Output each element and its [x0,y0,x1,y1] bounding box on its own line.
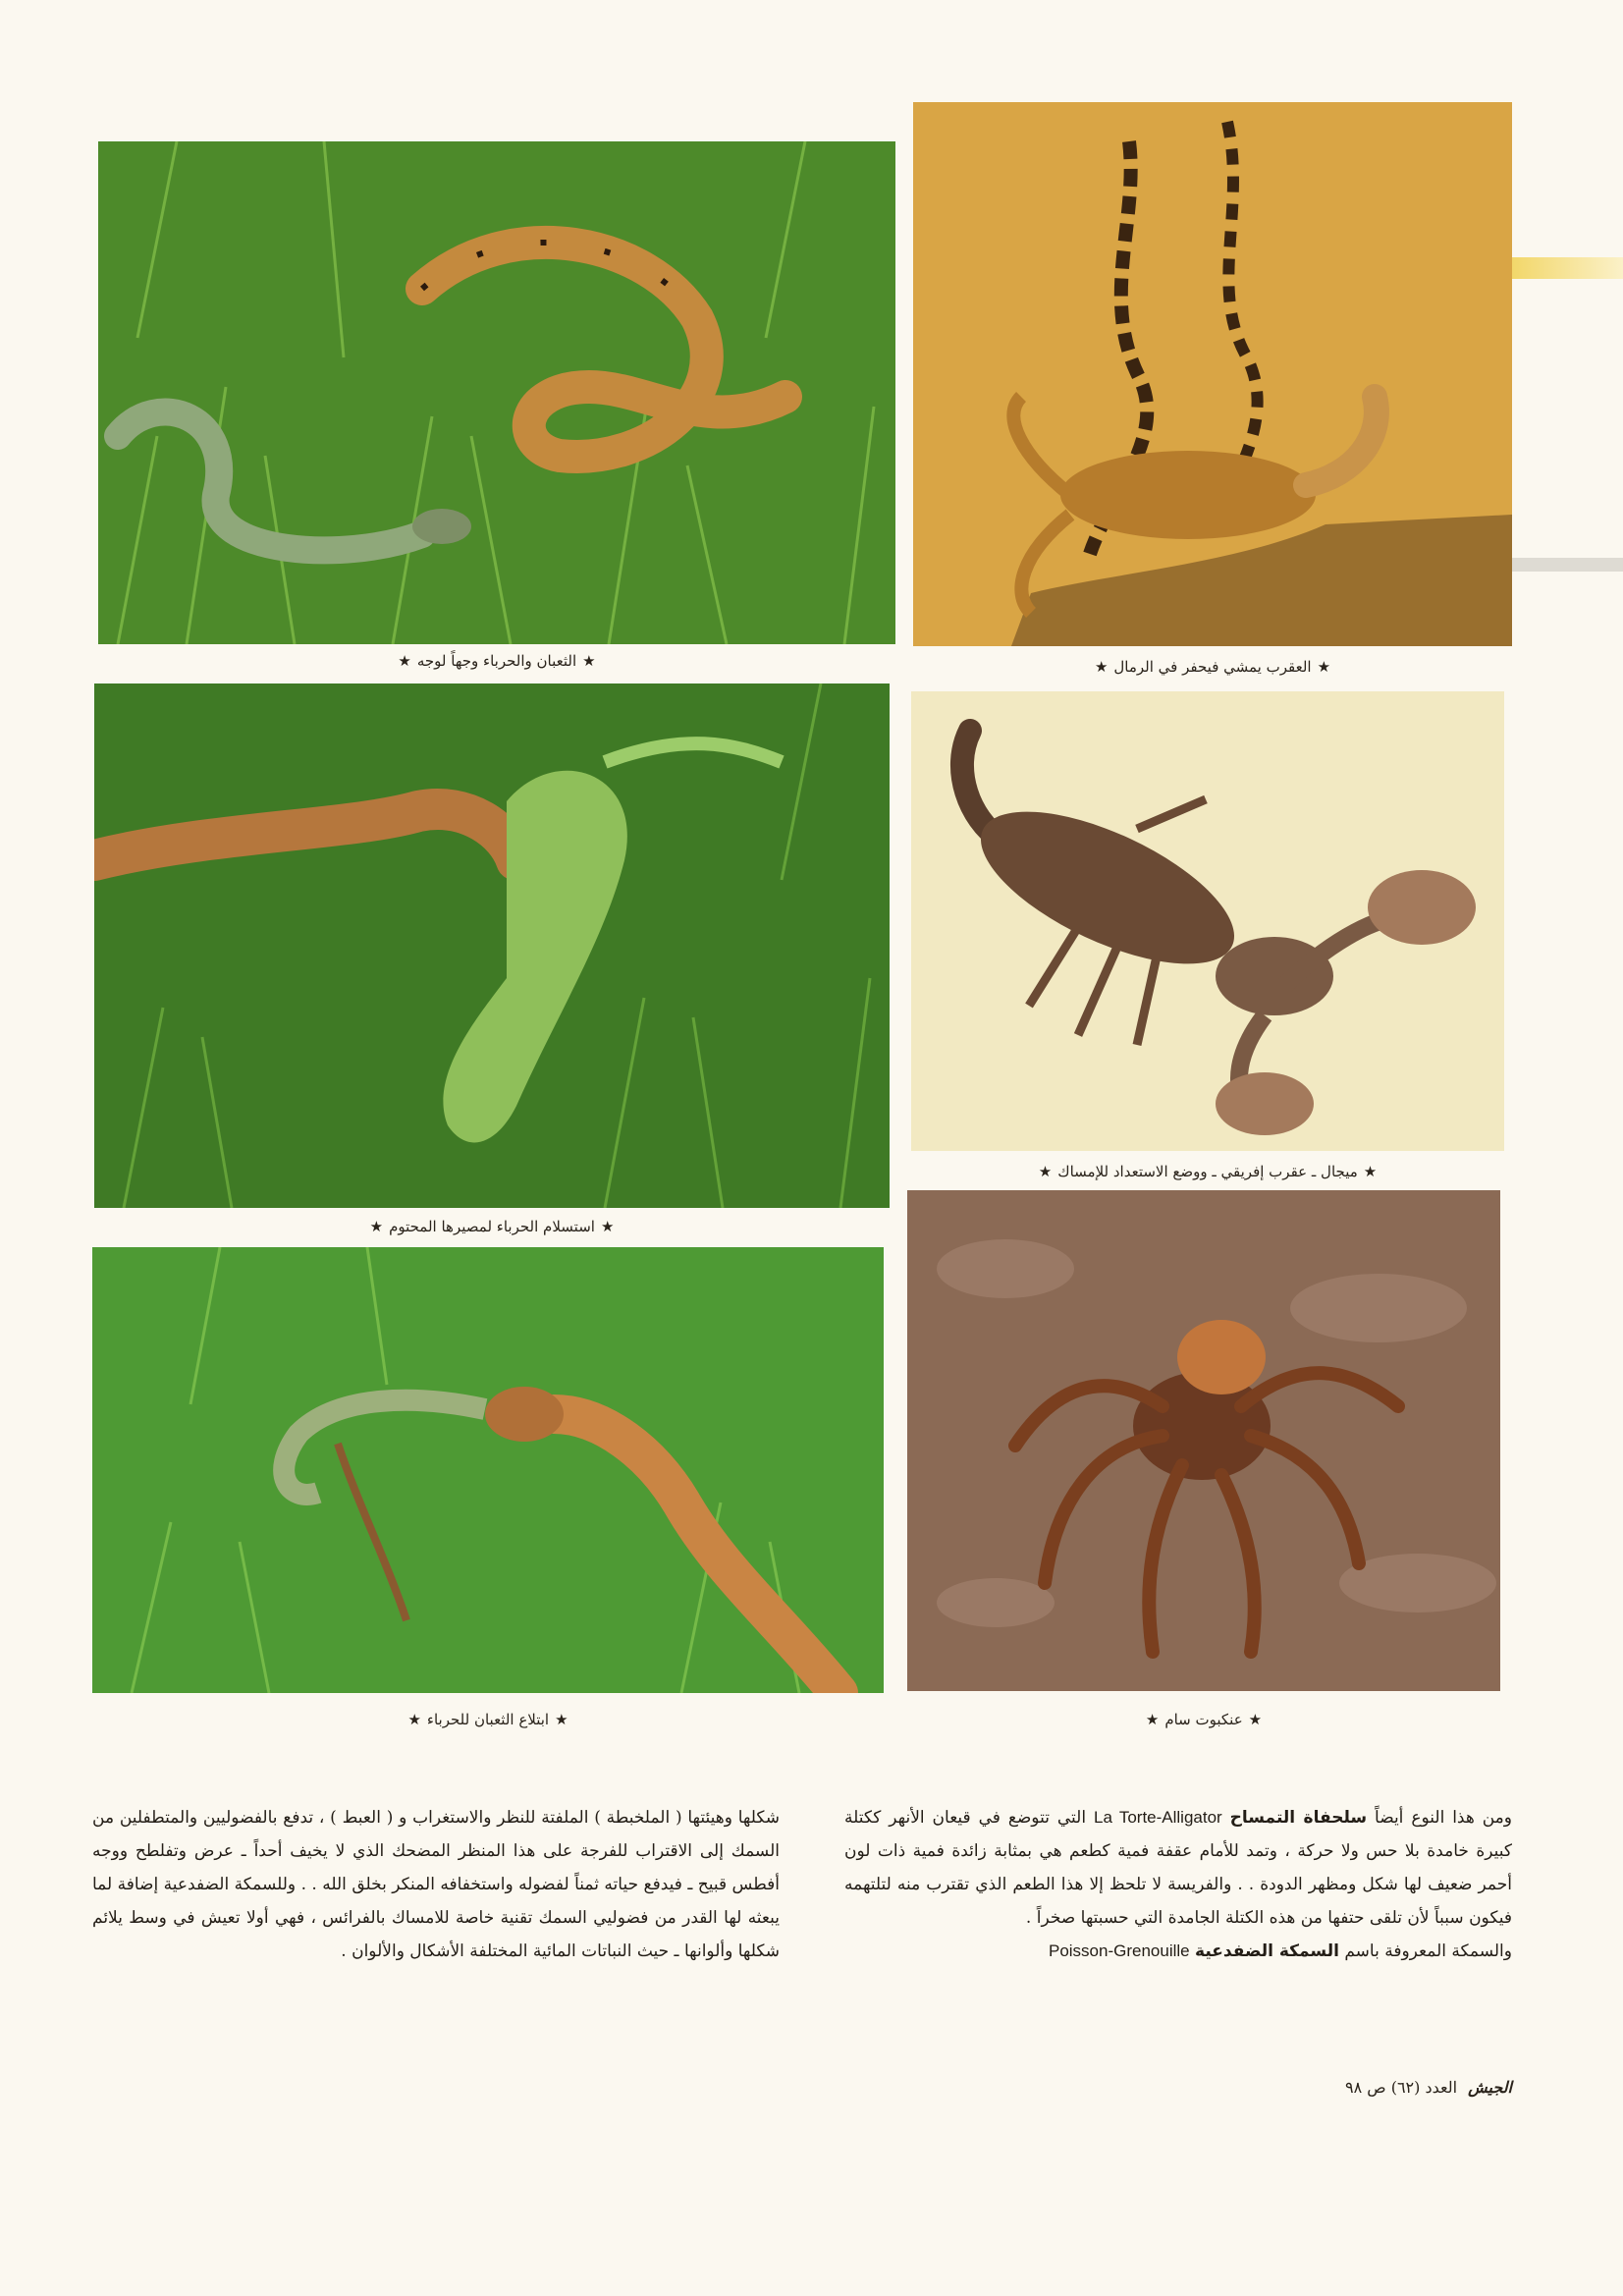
issue-page-number: العدد (٦٢) ص ٩٨ [1345,2078,1458,2097]
spider-photo [907,1190,1500,1691]
bold-term: سلحفاة التمساح [1229,1808,1368,1828]
article-left-column [92,1801,780,1968]
star-icon: ★ [600,1218,615,1235]
page-edge-tab [1512,558,1623,572]
african-scorpion-photo [911,691,1504,1151]
caption-scorpion-sand: ★العقرب يمشي فيحفر في الرمال★ [1094,658,1331,676]
article-right-column [844,1801,1512,1968]
star-icon: ★ [1094,658,1109,676]
chameleon-surrender-photo [94,683,890,1208]
snake-lizard-photo [98,141,895,644]
star-icon: ★ [555,1711,568,1728]
snake-swallowing-chameleon-photo-icon [92,1247,884,1693]
star-icon: ★ [407,1711,421,1728]
latin-term: La Torte-Alligator [1093,1808,1222,1827]
star-icon: ★ [582,652,596,670]
star-icon: ★ [1248,1711,1263,1728]
caption-african-scorpion: ★ميجال ـ عقرب إفريقي ـ ووضع الاستعداد للإمساك★ [1038,1163,1378,1180]
caption-snake-lizard: ★الثعبان والحرباء وجهاً لوجه★ [398,652,596,670]
page-edge-tab [1512,257,1623,279]
star-icon: ★ [1145,1711,1160,1728]
latin-term: Poisson-Grenouille [1048,1941,1190,1960]
snake-biting-chameleon-photo-icon [94,683,890,1208]
bold-term: السمكة الضفدعية [1195,1941,1339,1961]
article-paragraph-2: والسمكة المعروفة باسم السمكة الضفدعية Poisson-Grenouille [1048,1941,1512,1961]
page-footer [1159,2078,1512,2097]
star-icon: ★ [1038,1163,1053,1180]
magazine-logo: الجيش [1468,2078,1512,2097]
scorpion-sand-photo [913,102,1512,646]
scorpion-in-sand-photo-icon [913,102,1512,646]
star-icon: ★ [1363,1163,1378,1180]
caption-chameleon-surrender: ★استسلام الحرباء لمصيرها المحتوم★ [369,1218,615,1235]
article-paragraph-1: ومن هذا النوع أيضاً سلحفاة التمساح La Torte-Alligator التي تتوضع في قيعان الأنهر ككتلة كبيرة خامدة بلا حس ولا حركة ، وتمد للأمام عقفة فمية كطعم هي بمثابة زائدة فمية ذات لون أحمر ضعيف لها شكل ومظهر الدودة . . والفريسة لا تلحظ إلا هذا الطعم الذي تقترب منه لتلتهمه فيكون سبباً لأن تلقى حتفها من هذه الكتلة الجامدة التي حسبتها صخراً . [844,1808,1512,1928]
snake-swallowing-photo [92,1247,884,1693]
star-icon: ★ [398,652,411,670]
caption-snake-swallowing: ★ابتلاع الثعبان للحرباء★ [407,1711,568,1728]
article-paragraph-3: شكلها وهيئتها ( الملخبطة ) الملفتة للنظر والاستغراب و ( العبط ) ، تدفع بالفضوليين والمتطفلين من السمك إلى الاقتراب للفرجة على هذا المنظر المضحك الذي لا يخيف أحداً ـ عرض وتفلطح ووجه أفطس قبيح ـ فيدفع حياته ثمناً لفضوله واستخفافه المنكر بخلق الله . . وللسمكة الضفدعية إضافة لما يبعثه لها القدر من فضوليي السمك تقنية خاصة للامساك بالفرائس ، فهي أولا تعيش في وسط يلائم شكلها وألوانها ـ حيث النباتات المائية المختلفة الأشكال والألوان . [92,1808,780,1961]
star-icon: ★ [369,1218,384,1235]
african-scorpion-photo-icon [911,691,1504,1151]
tarantula-spider-photo-icon [907,1190,1500,1691]
caption-spider: ★عنكبوت سام★ [1145,1711,1263,1728]
snake-lizard-grass-photo-icon [98,141,895,644]
star-icon: ★ [1317,658,1331,676]
